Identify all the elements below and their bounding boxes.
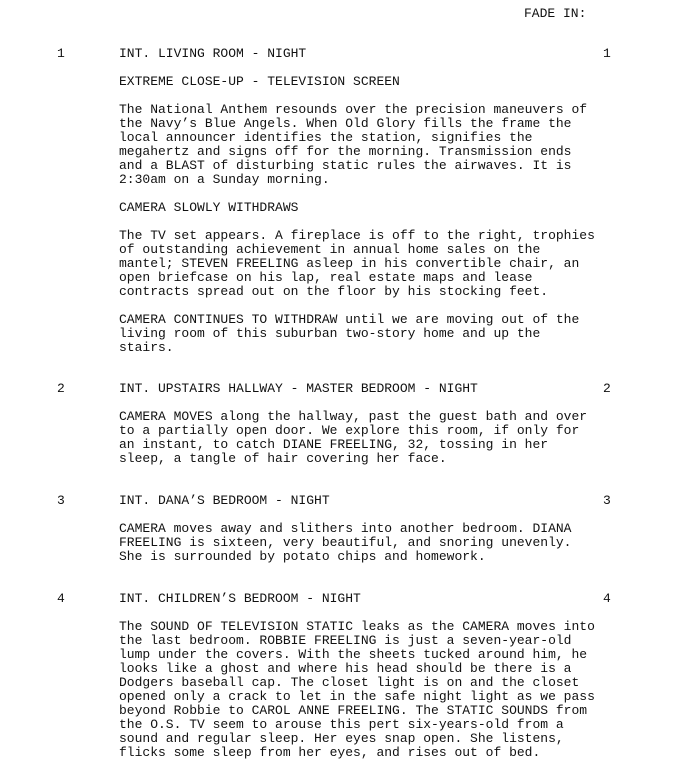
action-line: stairs. [119,340,174,355]
action-line: sound and regular sleep. Her eyes snap open. She listens, [119,731,564,746]
action-line: lump under the covers. With the sheets tucked around him, he [119,647,588,662]
action-block [119,410,619,466]
action-block [119,201,619,215]
action-line: looks like a ghost and where his head should be there is a [119,661,572,676]
action-line: open briefcase on his lap, real estate maps and lease [119,270,533,285]
action-line: CAMERA moves away and slithers into another bedroom. DIANA [119,521,572,536]
action-block [119,229,619,299]
scene-heading: INT. UPSTAIRS HALLWAY - MASTER BEDROOM - NIGHT [119,381,478,396]
action-line: opened only a crack to let in the safe night light as we pass [119,689,595,704]
action-line: of outstanding achievement in annual home sales on the [119,242,541,257]
action-line: the Navy’s Blue Angels. When Old Glory fills the frame the [119,116,572,131]
action-line: FREELING is sixteen, very beautiful, and snoring unevenly. [119,535,572,550]
scene-heading: INT. DANA’S BEDROOM - NIGHT [119,493,330,508]
action-line: 2:30am on a Sunday morning. [119,172,330,187]
action-block [119,103,619,187]
action-line: an instant, to catch DIANE FREELING, 32, tossing in her [119,437,549,452]
scene-number-left: 1 [57,46,65,61]
action-line: The TV set appears. A fireplace is off to the right, trophies [119,228,595,243]
action-line: CAMERA MOVES along the hallway, past the guest bath and over [119,409,588,424]
action-line: The SOUND OF TELEVISION STATIC leaks as the CAMERA moves into [119,619,595,634]
scene-number-right: 2 [603,381,611,396]
action-line: contracts spread out on the floor by his stocking feet. [119,284,549,299]
action-line: The National Anthem resounds over the precision maneuvers of [119,102,588,117]
action-line: the O.S. TV seem to arouse this pert six-years-old from a [119,717,564,732]
scene-number-left: 3 [57,493,65,508]
action-block [119,75,619,89]
scene-heading: INT. LIVING ROOM - NIGHT [119,46,307,61]
action-line: CAMERA SLOWLY WITHDRAWS [119,200,299,215]
scene-heading: INT. CHILDREN’S BEDROOM - NIGHT [119,591,361,606]
action-block [119,313,619,355]
action-line: CAMERA CONTINUES TO WITHDRAW until we are moving out of the [119,312,580,327]
scene-number-right: 1 [603,46,611,61]
action-block [119,522,619,564]
action-line: the last bedroom. ROBBIE FREELING is just a seven-year-old [119,633,572,648]
transition-fade-in: FADE IN: [524,6,587,21]
action-line: and a BLAST of disturbing static rules the airwaves. It is [119,158,572,173]
action-line: living room of this suburban two-story home and up the [119,326,541,341]
action-line: local announcer identifies the station, signifies the [119,130,533,145]
scene-number-right: 3 [603,493,611,508]
action-line: She is surrounded by potato chips and homework. [119,549,486,564]
action-line: sleep, a tangle of hair covering her face. [119,451,447,466]
scene-number-right: 4 [603,591,611,606]
action-line: Dodgers baseball cap. The closet light is on and the closet [119,675,580,690]
action-line: megahertz and signs off for the morning. Transmission ends [119,144,572,159]
action-block [119,620,619,760]
scene-number-left: 4 [57,591,65,606]
action-line: beyond Robbie to CAROL ANNE FREELING. The STATIC SOUNDS from [119,703,588,718]
action-line: to a partially open door. We explore this room, if only for [119,423,580,438]
action-line: EXTREME CLOSE-UP - TELEVISION SCREEN [119,74,400,89]
scene-number-left: 2 [57,381,65,396]
action-line: mantel; STEVEN FREELING asleep in his convertible chair, an [119,256,580,271]
action-line: flicks some sleep from her eyes, and rises out of bed. [119,745,541,760]
